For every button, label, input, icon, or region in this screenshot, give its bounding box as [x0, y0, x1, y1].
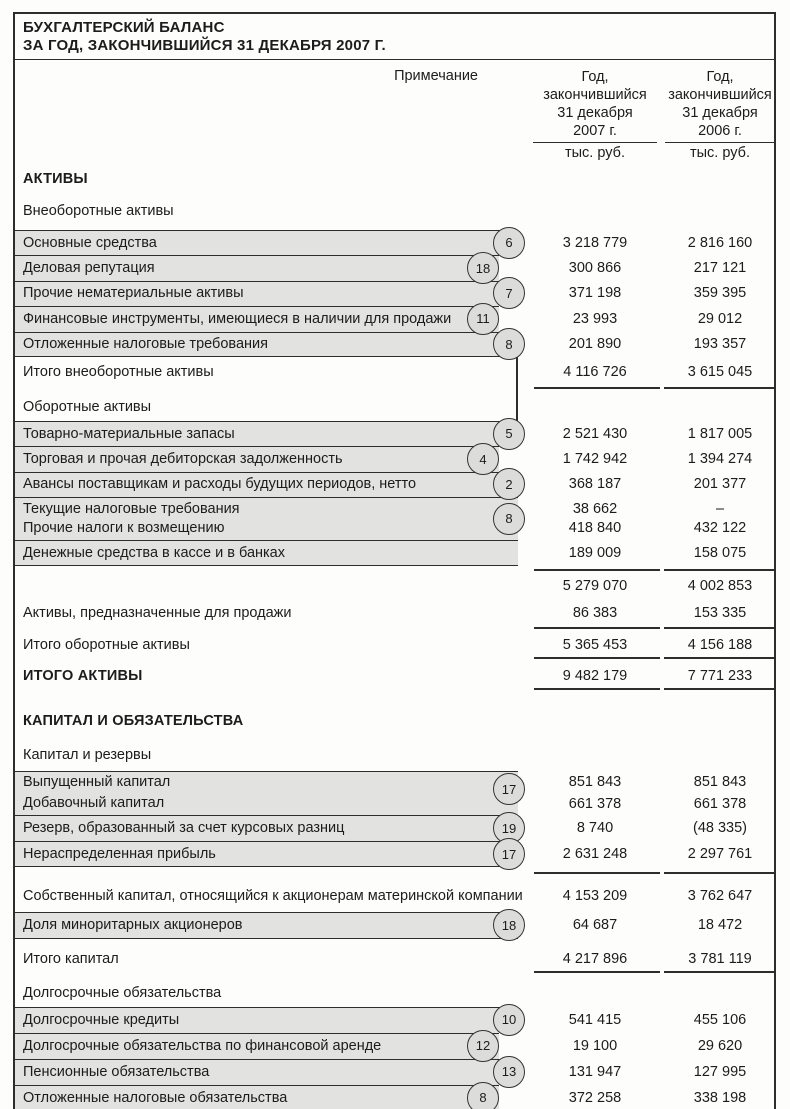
value-2006: 29 620	[697, 1037, 743, 1054]
value-2007: 4 153 209	[562, 888, 628, 905]
subsection-equity-reserves: Капитал и резервы	[23, 747, 152, 764]
value-2007: 131 947	[568, 1063, 622, 1080]
row-label: Нераспределенная прибыль	[23, 846, 216, 863]
value-2006: 851 843	[693, 774, 747, 791]
minority-interest-row	[15, 912, 774, 939]
value-2007: 64 687	[572, 917, 618, 934]
row-label: Основные средства	[23, 234, 157, 251]
row-label: Долгосрочные кредиты	[23, 1011, 180, 1028]
value-2006: 661 378	[693, 796, 747, 813]
row-label: Выпущенный капитал	[23, 774, 171, 791]
value-2007: 418 840	[568, 519, 622, 536]
note-badge: 2	[493, 468, 525, 500]
year-2007-line1: Год,	[581, 69, 609, 85]
table-row	[15, 1059, 774, 1085]
note-badge: 17	[493, 838, 525, 870]
note-badge: 12	[467, 1030, 499, 1062]
value-2007: 9 482 179	[562, 668, 628, 685]
noncurrent-total-row	[15, 357, 774, 387]
table-row	[15, 1007, 774, 1033]
table-row	[15, 421, 774, 446]
note-badge: 6	[493, 227, 525, 259]
value-2006: 1 394 274	[687, 451, 753, 468]
column-headers	[15, 60, 774, 162]
subsection-longterm-liabilities: Долгосрочные обязательства	[23, 984, 222, 1001]
current-assets-block	[15, 421, 774, 566]
row-label: Товарно-материальные запасы	[23, 425, 235, 442]
note-badge: 8	[493, 328, 525, 360]
row-label: Активы, предназначенные для продажи	[23, 605, 292, 622]
value-2006: 359 395	[693, 285, 747, 302]
value-2006-group	[665, 771, 775, 815]
note-badge: 11	[467, 303, 499, 335]
issued-additional-capital-row	[15, 771, 774, 815]
row-label: Доля миноритарных акционеров	[23, 917, 243, 934]
row-label: Деловая репутация	[23, 260, 155, 277]
note-badge: 8	[467, 1082, 499, 1109]
value-2006: 29 012	[697, 310, 743, 327]
table-row	[15, 815, 774, 841]
column-divider-line	[516, 357, 518, 421]
value-2007: 3 218 779	[562, 234, 628, 251]
table-row	[15, 472, 774, 497]
value-2006: 455 106	[693, 1011, 747, 1028]
value-2006: 3 615 045	[687, 363, 753, 380]
section-assets: АКТИВЫ	[23, 171, 88, 187]
parent-equity-row	[15, 887, 774, 905]
note-badge: 13	[493, 1056, 525, 1088]
note-badge: 18	[493, 909, 525, 941]
value-2006: 3 762 647	[687, 888, 753, 905]
noncurrent-assets-block	[15, 230, 774, 357]
value-2007: 5 279 070	[562, 578, 628, 595]
subsection-noncurrent-assets: Внеоборотные активы	[23, 203, 174, 219]
value-2007: 368 187	[568, 476, 622, 493]
total-underline	[15, 627, 774, 629]
row-label: Торговая и прочая дебиторская задолженность	[23, 451, 343, 468]
total-equity-row	[15, 950, 774, 968]
value-2006: 18 472	[697, 917, 743, 934]
value-2007: 661 378	[568, 796, 622, 813]
note-badge: 10	[493, 1004, 525, 1036]
row-label: ИТОГО АКТИВЫ	[23, 668, 143, 685]
value-2007: 189 009	[568, 545, 622, 562]
equity-block	[15, 771, 774, 867]
cash-row	[15, 540, 774, 566]
row-label: Прочие налоги к возмещению	[23, 519, 225, 536]
note-badge: 5	[493, 418, 525, 450]
value-2006: 4 156 188	[687, 637, 753, 654]
total-underline	[15, 971, 774, 973]
units-rule-2006	[665, 142, 775, 143]
row-label: Отложенные налоговые обязательства	[23, 1089, 288, 1106]
value-2006: 193 357	[693, 336, 747, 353]
assets-gap-section	[15, 357, 774, 421]
tax-claims-row	[15, 497, 774, 540]
value-2006: 127 995	[693, 1063, 747, 1080]
value-2006: 4 002 853	[687, 578, 753, 595]
value-2006: 153 335	[693, 605, 747, 622]
total-underline	[15, 872, 774, 874]
value-2006: 338 198	[693, 1089, 747, 1106]
value-2007: 23 993	[572, 310, 618, 327]
value-2006: 201 377	[693, 476, 747, 493]
value-2007: 38 662	[572, 500, 618, 517]
value-2006: 2 816 160	[687, 234, 753, 251]
year-2006-line4: 2006 г.	[698, 123, 742, 139]
table-row	[15, 281, 774, 306]
total-underline	[15, 688, 774, 690]
year-2007-line4: 2007 г.	[573, 123, 617, 139]
year-2006-column-header	[665, 68, 775, 162]
value-2006: (48 335)	[692, 820, 747, 837]
note-badge: 19	[493, 812, 525, 844]
total-assets-row	[15, 667, 774, 685]
year-2006-line1: Год,	[706, 69, 734, 85]
page-title-line1: БУХГАЛТЕРСКИЙ БАЛАНС	[23, 19, 225, 36]
document-frame	[13, 12, 776, 1109]
row-label: Прочие нематериальные активы	[23, 285, 244, 302]
table-row	[15, 306, 774, 331]
value-2007: 5 365 453	[562, 637, 628, 654]
row-label: Текущие налоговые требования	[23, 500, 240, 517]
value-2007: 300 866	[568, 260, 622, 277]
value-2006-group	[665, 500, 775, 538]
note-badge: 8	[493, 503, 525, 535]
value-2007: 372 258	[568, 1089, 622, 1106]
subsection-current-assets: Оборотные активы	[23, 398, 152, 415]
value-2007: 371 198	[568, 285, 622, 302]
value-2007: 851 843	[568, 774, 622, 791]
value-2007: 4 116 726	[563, 363, 627, 380]
row-label: Собственный капитал, относящийся к акционерам материнской компании	[23, 888, 523, 905]
value-2007: 86 383	[572, 605, 618, 622]
year-2006-line2: закончившийся	[668, 87, 772, 103]
value-2007: 541 415	[568, 1011, 622, 1028]
row-label: Пенсионные обязательства	[23, 1063, 210, 1080]
value-2006: 158 075	[693, 545, 747, 562]
table-row	[15, 841, 774, 867]
value-2007: 19 100	[572, 1037, 618, 1054]
note-badge: 17	[493, 773, 525, 805]
page-title-line2: ЗА ГОД, ЗАКОНЧИВШИЙСЯ 31 ДЕКАБРЯ 2007 Г.	[23, 37, 386, 54]
total-underline	[15, 657, 774, 659]
row-label: Итого капитал	[23, 950, 119, 967]
minority-block	[15, 912, 774, 939]
value-2006: 432 122	[693, 519, 747, 536]
row-label: Долгосрочные обязательства по финансовой аренде	[23, 1037, 382, 1054]
subtotal-underline	[15, 569, 774, 571]
longterm-liabilities-block	[15, 1007, 774, 1109]
held-for-sale-row	[15, 604, 774, 622]
value-2007: 8 740	[576, 820, 614, 837]
value-2006: 1 817 005	[687, 425, 753, 442]
section-equity-liabilities: КАПИТАЛ И ОБЯЗАТЕЛЬСТВА	[23, 713, 244, 730]
year-2007-column-header	[533, 68, 657, 162]
note-badge: 7	[493, 277, 525, 309]
table-row	[15, 332, 774, 357]
value-2007: 2 631 248	[562, 846, 628, 863]
table-row	[15, 1033, 774, 1059]
value-2007-group	[533, 771, 657, 815]
units-2007: тыс. руб.	[564, 145, 626, 161]
document-title-box	[15, 14, 774, 60]
value-2006: 7 771 233	[687, 668, 753, 685]
row-label: Финансовые инструменты, имеющиеся в наличии для продажи	[23, 310, 452, 327]
value-2006: 2 297 761	[687, 846, 753, 863]
note-badge: 18	[467, 252, 499, 284]
value-2006: 3 781 119	[688, 950, 752, 967]
table-row	[15, 255, 774, 280]
row-label: Денежные средства в кассе и в банках	[23, 545, 285, 562]
row-label: Итого оборотные активы	[23, 637, 190, 654]
value-2006: 217 121	[693, 260, 747, 277]
row-label: Добавочный капитал	[23, 795, 165, 812]
note-badge: 4	[467, 443, 499, 475]
year-2006-line3: 31 декабря	[682, 105, 758, 121]
year-2007-line2: закончившийся	[543, 87, 647, 103]
row-label: Резерв, образованный за счет курсовых разниц	[23, 820, 345, 837]
units-rule-2007	[533, 142, 657, 143]
row-label: Итого внеоборотные активы	[23, 363, 214, 380]
current-subtotal-row	[15, 577, 774, 595]
row-label: Авансы поставщикам и расходы будущих периодов, нетто	[23, 476, 417, 493]
units-2006: тыс. руб.	[689, 145, 751, 161]
row-label: Отложенные налоговые требования	[23, 336, 268, 353]
current-total-row	[15, 636, 774, 654]
value-2007: 2 521 430	[562, 425, 628, 442]
value-2007: 201 890	[568, 336, 622, 353]
value-2007-group	[533, 500, 657, 538]
value-2006: –	[715, 500, 725, 517]
table-row	[15, 230, 774, 255]
note-column-header: Примечание	[394, 68, 478, 84]
table-row	[15, 446, 774, 471]
total-underline	[15, 387, 774, 389]
value-2007: 4 217 896	[562, 950, 628, 967]
table-row	[15, 1085, 774, 1109]
value-2007: 1 742 942	[562, 451, 628, 468]
year-2007-line3: 31 декабря	[557, 105, 633, 121]
